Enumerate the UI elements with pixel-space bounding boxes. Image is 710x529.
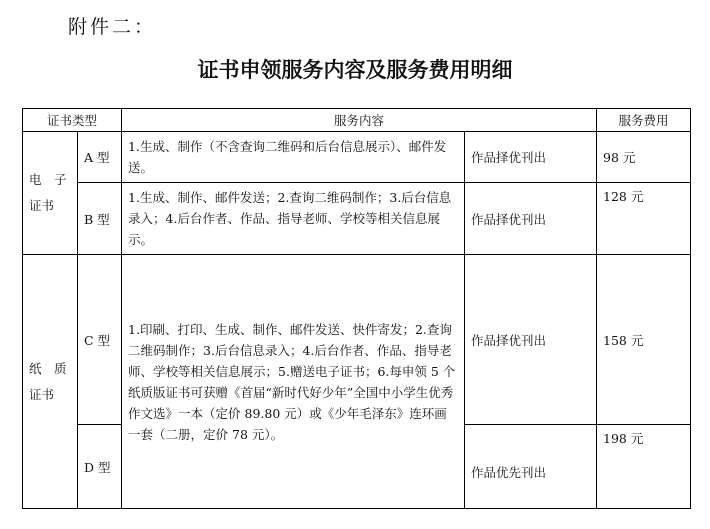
category-paper-line1: 纸 质 xyxy=(29,360,67,376)
document-title: 证书申领服务内容及服务费用明细 xyxy=(197,58,513,82)
type-d: D 型 xyxy=(78,425,122,509)
content-paper: 1.印刷、打印、生成、制作、邮件发送、快件寄发；2.查询二维码制作；3.后台信息录入；4.后台作者、作品、指导老师、学校等相关信息展示；5.赠送电子证书；6.每申领 5 个纸质版证书可获赠《首届“新时代好少年”全国中小学生优秀作文选》一本（定价 89.80 元）或《少年毛泽东》连环画一套（二册，定价 78 元）。 xyxy=(122,255,465,509)
table-row-c xyxy=(23,255,691,425)
category-electronic xyxy=(23,132,78,255)
content-a: 1.生成、制作（不含查询二维码和后台信息展示）、邮件发送。 xyxy=(122,132,465,183)
type-b: B 型 xyxy=(78,183,122,255)
category-paper-line2: 证书 xyxy=(29,386,55,402)
publish-b: 作品择优刊出 xyxy=(465,183,597,255)
type-a: A 型 xyxy=(78,132,122,183)
fee-b: 128 元 xyxy=(597,183,691,255)
fee-d: 198 元 xyxy=(597,425,691,509)
header-content: 服务内容 xyxy=(122,109,597,132)
category-electronic-line1: 电 子 xyxy=(29,172,67,187)
fee-a: 98 元 xyxy=(597,132,691,183)
header-type: 证书类型 xyxy=(23,109,122,132)
fee-c: 158 元 xyxy=(597,255,691,425)
fee-table xyxy=(22,108,691,509)
category-paper xyxy=(23,255,78,509)
type-c: C 型 xyxy=(78,255,122,425)
table-row-a xyxy=(23,132,691,183)
table-row-b xyxy=(23,183,691,255)
publish-c: 作品择优刊出 xyxy=(465,255,597,425)
content-b: 1.生成、制作、邮件发送；2.查询二维码制作；3.后台信息录入；4.后台作者、作品、指导老师、学校等相关信息展示。 xyxy=(122,183,465,255)
table-header-row xyxy=(23,109,691,132)
publish-a: 作品择优刊出 xyxy=(465,132,597,183)
attachment-label: 附件二： xyxy=(68,16,157,38)
header-fee: 服务费用 xyxy=(597,109,691,132)
category-electronic-line2: 证书 xyxy=(29,198,55,213)
publish-d: 作品优先刊出 xyxy=(465,425,597,509)
